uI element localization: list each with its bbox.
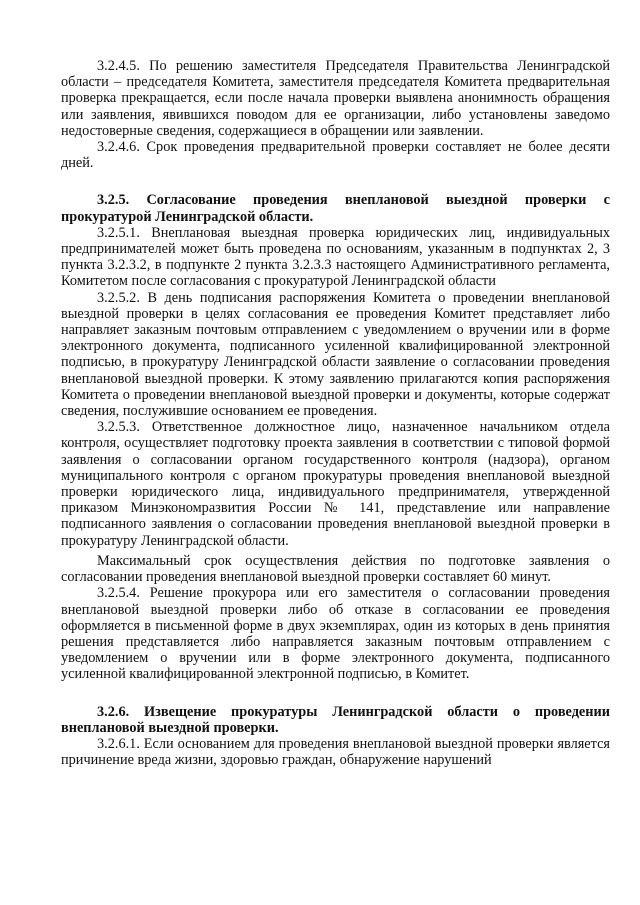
paragraph-3-2-6-1: 3.2.6.1. Если основанием для проведения внеплановой выездной проверки является причинение вреда жизни, здоровью граждан, обнаружение нарушений (61, 735, 610, 769)
section-heading-3-2-6: 3.2.6. Извещение прокуратуры Ленинградской области о проведении внеплановой выездной проверки. (61, 703, 610, 736)
paragraph-3-2-4-5: 3.2.4.5. По решению заместителя Председателя Правительства Ленинградской области – председателя Комитета, заместителя председателя Комитета предварительная проверка прекращается, если после начала проверки выявлена анонимность обращения или заявления, явившихся поводом для ее организации, либо установлены заведомо недостоверные сведения, содержащиеся в обращении или заявлении. (61, 58, 610, 139)
paragraph-max-term: Максимальный срок осуществления действия по подготовке заявления о согласовании проведения внеплановой выездной проверки составляет 60 минут. (61, 552, 610, 586)
paragraph-3-2-4-6: 3.2.4.6. Срок проведения предварительной проверки составляет не более десяти дней. (61, 139, 610, 172)
paragraph-3-2-5-4: 3.2.5.4. Решение прокурора или его заместителя о согласовании проведения внеплановой выездной проверки либо об отказе в согласовании ее проведения оформляется в письменной форме в двух экземплярах, один из которых в день принятия решения представляется либо направляется заказным почтовым отправлением с уведомлением о вручении или в форме электронного документа, подписанного усиленной квалифицированной электронной подписью, в Комитет. (61, 585, 610, 683)
section-heading-3-2-5: 3.2.5. Согласование проведения внеплановой выездной проверки с прокуратурой Ленинградской области. (61, 192, 610, 225)
document-body (61, 58, 610, 768)
paragraph-3-2-5-1: 3.2.5.1. Внеплановая выездная проверка юридических лиц, индивидуальных предпринимателей может быть проведена по основаниям, указанным в подпунктах 2, 3 пункта 3.2.3.2, в подпункте 2 пункта 3.2.3.3 настоящего Административного регламента, Комитетом после согласования с прокуратурой Ленинградской области (61, 224, 610, 290)
paragraph-3-2-5-2: 3.2.5.2. В день подписания распоряжения Комитета о проведении внеплановой выездной проверки в целях согласования ее проведения Комитет представляет либо направляет заказным почтовым отправлением с уведомлением о вручении или в форме электронного документа, подписанного усиленной квалифицированной электронной подписью, в прокуратуру Ленинградской области заявление о согласовании проведения внеплановой выездной проверки. К этому заявлению прилагаются копия распоряжения Комитета о проведении внеплановой выездной проверки и документы, которые содержат сведения, послужившие основанием ее проведения. (61, 289, 610, 420)
paragraph-3-2-5-3: 3.2.5.3. Ответственное должностное лицо, назначенное начальником отдела контроля, осуществляет подготовку проекта заявления в соответствии с типовой формой заявления о согласовании органом государственного контроля (надзора), органом муниципального контроля с органом прокуратуры проведения внеплановой выездной проверки юридического лица, индивидуального предпринимателя, утвержденной приказом Минэкономразвития России № 141, представление или направление подписанного заявления о согласовании проведения внеплановой выездной проверки в прокуратуру Ленинградской области. (61, 419, 610, 549)
